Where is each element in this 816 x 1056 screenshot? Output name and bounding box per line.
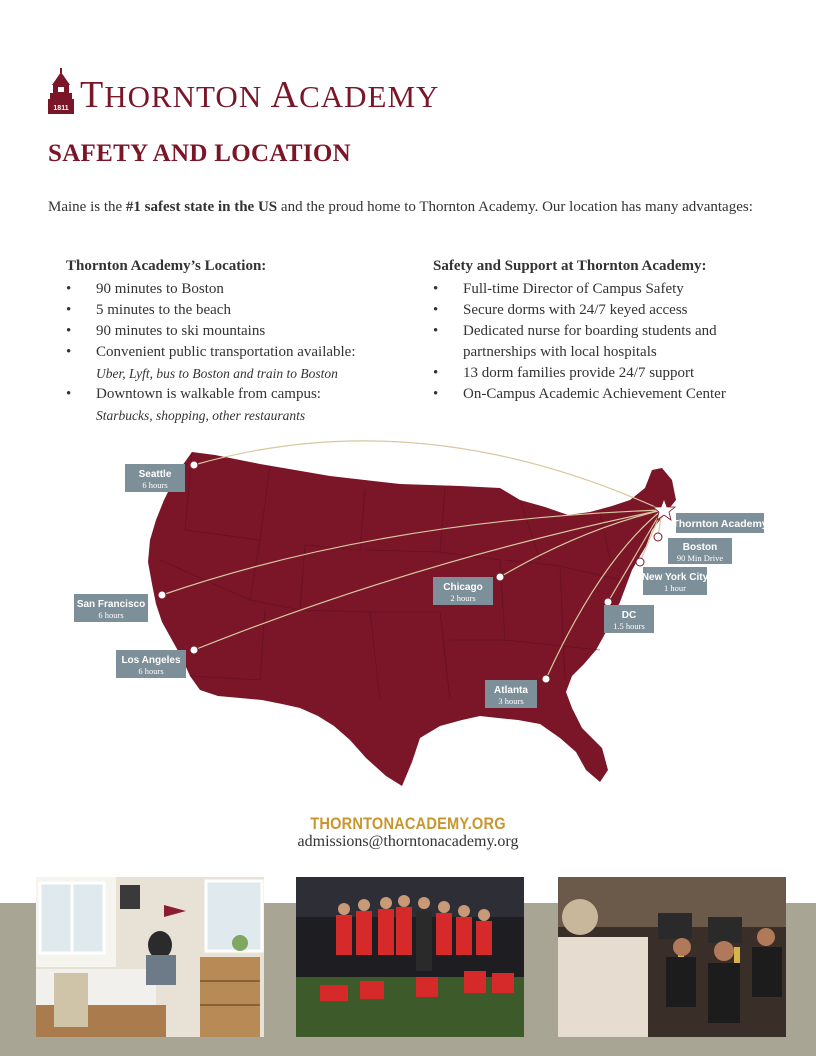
safety-item [433, 321, 763, 363]
team-photo [296, 877, 524, 1037]
intro-text-before: Maine is the [48, 199, 126, 215]
label-city-time: 90 Min Drive [676, 553, 724, 563]
logo-year: 1811 [53, 105, 69, 112]
label-city-time: 6 hours [138, 666, 164, 676]
us-map [0, 418, 816, 808]
label-city-name: Boston [682, 542, 718, 553]
dorm-room-photo [36, 877, 264, 1037]
website-link[interactable]: THORNTONACADEMY.ORG [310, 814, 506, 833]
label-city-time: 1 hour [664, 583, 686, 593]
location-title: Thornton Academy’s Location: [66, 258, 267, 274]
chicago-marker [496, 573, 504, 581]
band-class-photo [558, 877, 786, 1037]
label-city-time: 6 hours [142, 480, 168, 490]
safety-list [433, 279, 763, 405]
logo-first-cap: T [80, 74, 105, 116]
location-item-text: 5 minutes to the beach [96, 302, 231, 318]
atlanta-marker [542, 675, 550, 683]
page-heading: SAFETY AND LOCATION [48, 140, 351, 167]
intro-text-after: and the proud home to Thornton Academy. Our location has many advantages: [277, 199, 753, 215]
label-city-time: 1.5 hours [613, 621, 645, 631]
los-angeles-marker [190, 646, 198, 654]
safety-item-text: On-Campus Academic Achievement Center [463, 386, 726, 402]
location-item [66, 300, 406, 321]
label-city-time: 6 hours [98, 610, 124, 620]
label-thornton-academy [672, 513, 767, 533]
location-item-text: 90 minutes to ski mountains [96, 323, 266, 339]
location-item-subtext: Uber, Lyft, bus to Boston and train to Boston [96, 366, 338, 381]
label-atlanta [485, 680, 537, 708]
safety-item-text: Full-time Director of Campus Safety [463, 281, 684, 297]
label-chicago [433, 577, 493, 605]
label-city-name: New York City [641, 572, 709, 583]
logo-wordmark [80, 72, 439, 120]
location-item-text: Convenient public transportation available: [96, 344, 356, 360]
label-city-name: San Francisco [76, 599, 146, 610]
boston-marker [654, 533, 662, 541]
label-city-name: Los Angeles [121, 655, 181, 666]
safety-title: Safety and Support at Thornton Academy: [433, 258, 707, 274]
location-item-subtext: Starbucks, shopping, other restaurants [96, 408, 306, 423]
label-los-angeles [116, 650, 186, 678]
thornton-academy-logo [48, 68, 608, 116]
label-dc [604, 605, 654, 633]
new-york-marker [636, 558, 644, 566]
label-new-york-city [642, 567, 709, 595]
logo-second-rest: CADEMY [299, 79, 440, 114]
location-item [66, 342, 406, 384]
safety-item [433, 279, 763, 300]
location-item-text: Downtown is walkable from campus: [96, 386, 321, 402]
label-thornton-academy-name: Thornton Academy [672, 518, 768, 530]
safety-item [433, 384, 763, 405]
location-column [66, 256, 406, 426]
label-seattle [125, 464, 185, 492]
san-francisco-marker [158, 591, 166, 599]
label-city-name: DC [621, 610, 637, 621]
bell-tower-icon [48, 68, 74, 114]
label-city-time: 3 hours [498, 696, 524, 706]
location-item [66, 321, 406, 342]
location-item-text: 90 minutes to Boston [96, 281, 224, 297]
safety-item-text: 13 dorm families provide 24/7 support [463, 365, 695, 381]
intro-text-bold: #1 safest state in the US [125, 199, 278, 215]
admissions-email-link[interactable]: admissions@thorntonacademy.org [297, 833, 519, 850]
safety-item-text: Secure dorms with 24/7 keyed access [463, 302, 688, 318]
label-city-name: Atlanta [494, 685, 528, 696]
us-land [148, 452, 676, 786]
seattle-marker [190, 461, 198, 469]
label-city-name: Seattle [138, 469, 172, 480]
logo-second-cap: A [270, 74, 300, 116]
label-boston [668, 538, 732, 564]
logo-first-rest: HORNTON [104, 79, 263, 114]
location-list [66, 279, 406, 426]
label-city-time: 2 hours [450, 593, 476, 603]
safety-column [433, 256, 763, 405]
dc-marker [604, 598, 612, 606]
label-city-name: Chicago [443, 582, 483, 593]
safety-item [433, 363, 763, 384]
safety-item-text: Dedicated nurse for boarding students and partnerships with local hospitals [463, 323, 717, 360]
location-item [66, 279, 406, 300]
safety-item [433, 300, 763, 321]
label-san-francisco [74, 594, 148, 622]
intro-paragraph [48, 196, 768, 218]
